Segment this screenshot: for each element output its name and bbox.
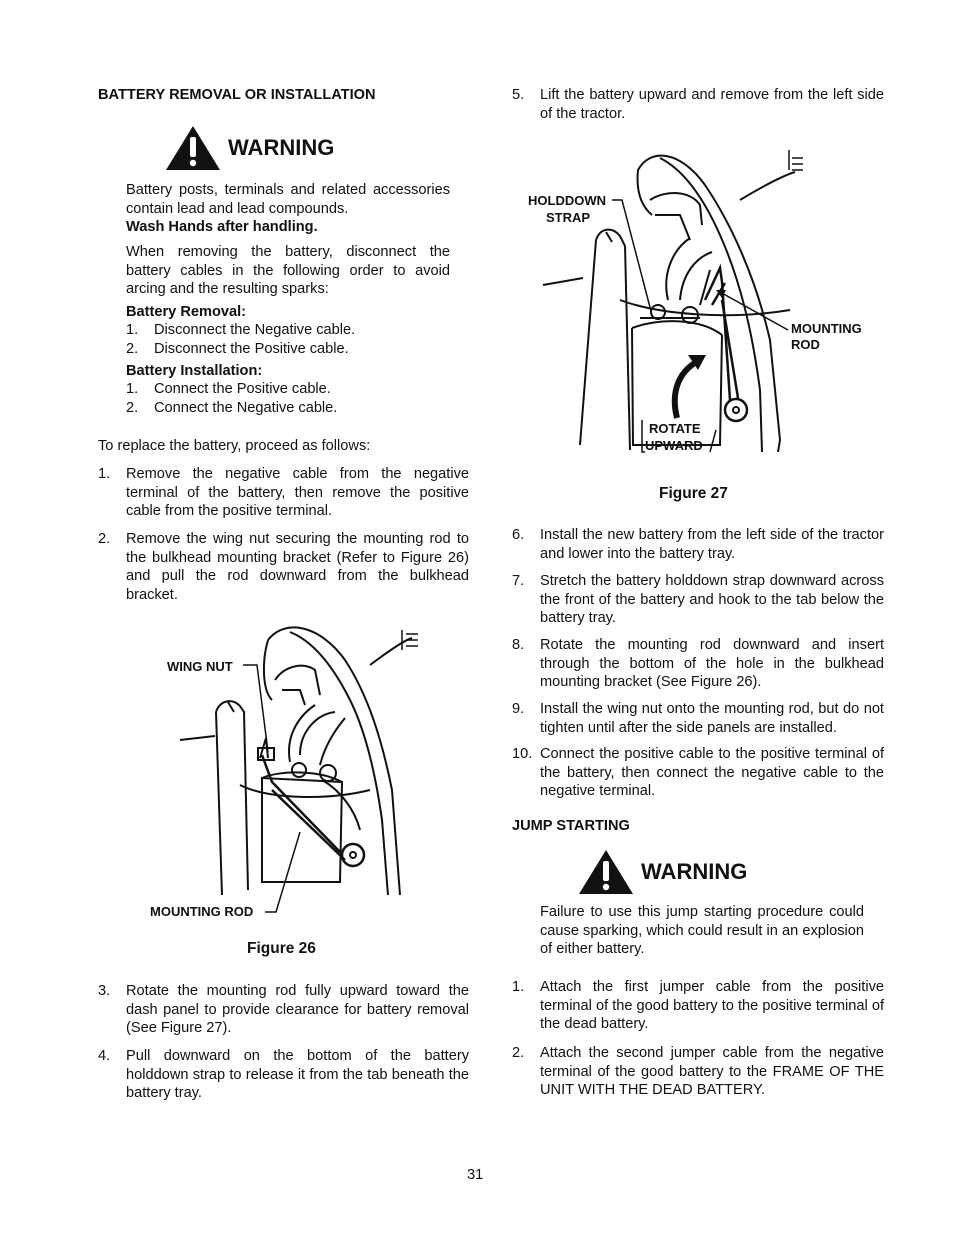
label-rotate: ROTATE bbox=[649, 421, 701, 436]
label-mounting: MOUNTING bbox=[791, 321, 862, 336]
label-wing-nut: WING NUT bbox=[167, 659, 233, 674]
warning-triangle-icon bbox=[577, 848, 635, 896]
warning-text: Battery posts, terminals and related accessories contain lead and lead compounds. bbox=[126, 182, 450, 217]
label-upward: UPWARD bbox=[645, 438, 703, 453]
removal-title: Battery Removal: bbox=[126, 304, 247, 320]
jump-warning-text: Failure to use this jump starting procedure could cause sparking, which could result in an explosion of either battery. bbox=[540, 904, 864, 958]
label-holddown: HOLDDOWN bbox=[528, 193, 606, 208]
figure-27-caption: Figure 27 bbox=[659, 485, 728, 502]
section-title-battery: BATTERY REMOVAL OR INSTALLATION bbox=[98, 87, 376, 103]
section-title-jump: JUMP STARTING bbox=[512, 818, 630, 834]
label-strap: STRAP bbox=[546, 210, 591, 225]
warning-title: WARNING bbox=[228, 134, 335, 160]
removing-instruction: When removing the battery, disconnect the battery cables in the following order to avoid arcing and the resulting sparks: bbox=[126, 244, 450, 298]
warning-block-jump bbox=[577, 848, 747, 896]
proceed-text: To replace the battery, proceed as follows: bbox=[98, 438, 371, 454]
label-rod: ROD bbox=[791, 337, 820, 352]
install-title: Battery Installation: bbox=[126, 363, 263, 379]
figure-26-caption: Figure 26 bbox=[247, 940, 316, 957]
page-number: 31 bbox=[467, 1167, 484, 1183]
warning-bold-text: Wash Hands after handling. bbox=[126, 219, 318, 235]
warning-title: WARNING bbox=[641, 858, 748, 884]
label-mounting-rod: MOUNTING ROD bbox=[150, 904, 254, 919]
